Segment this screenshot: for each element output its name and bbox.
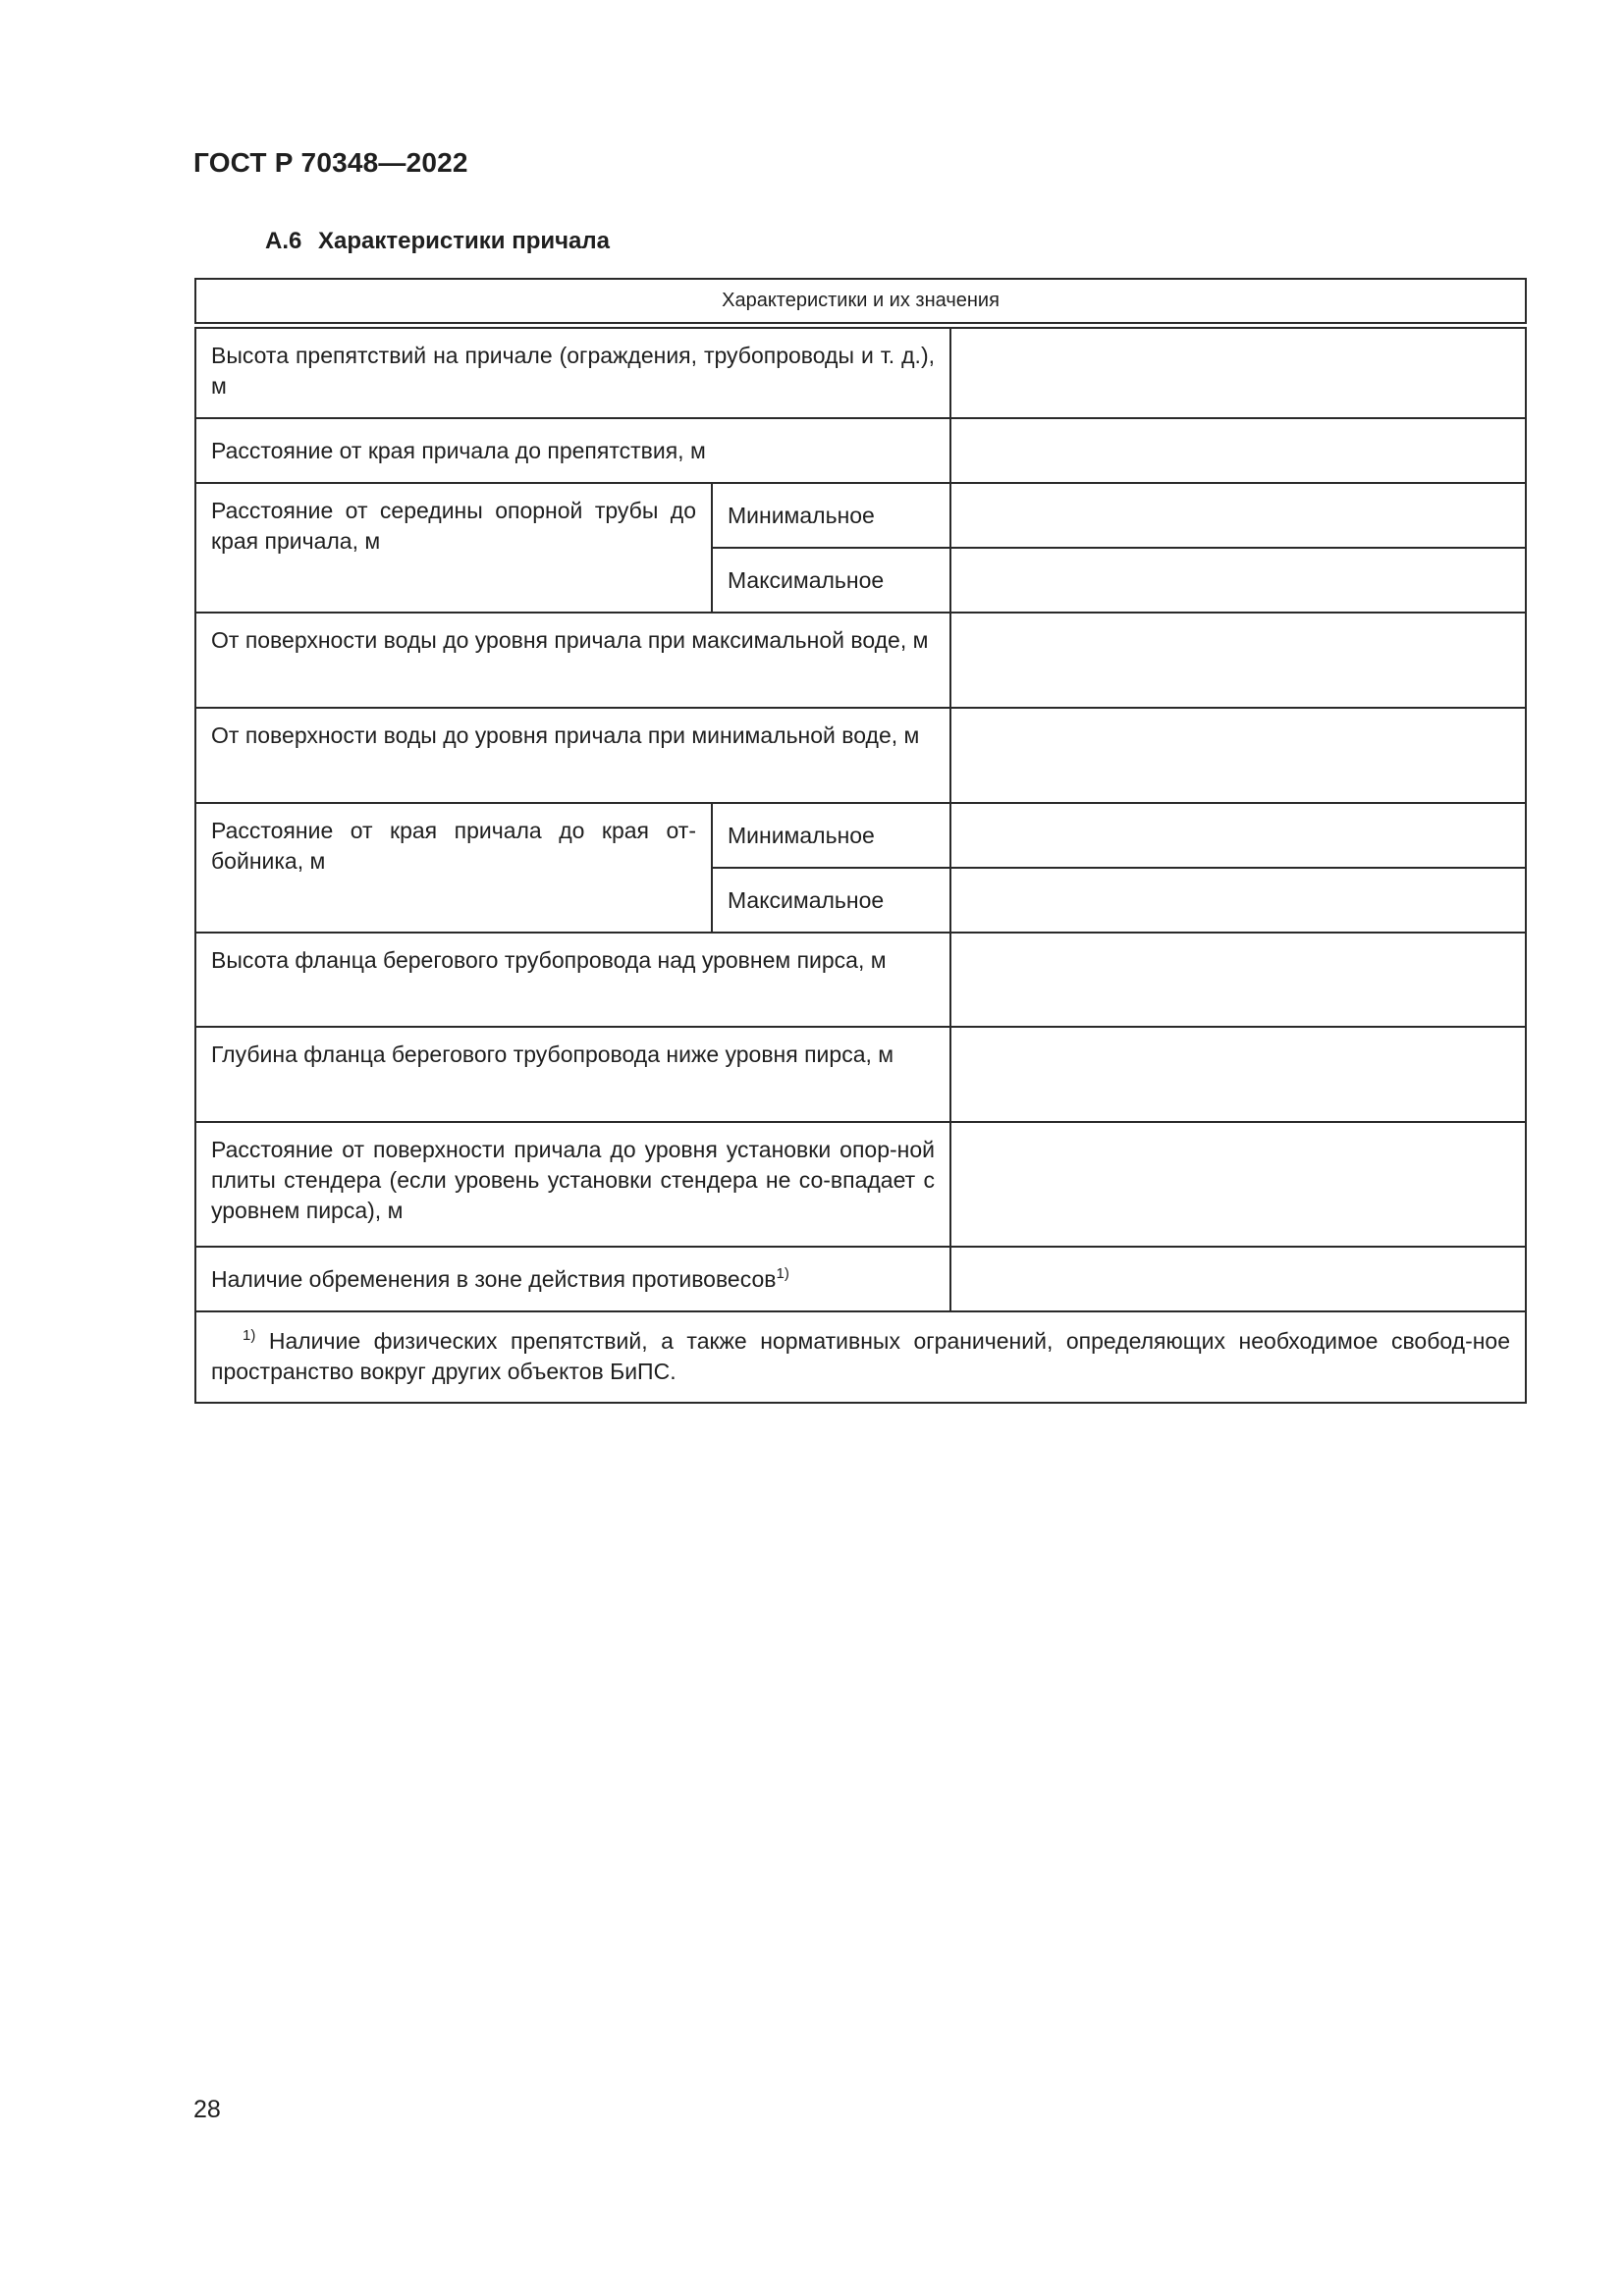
value-cell-water-to-berth-min — [950, 708, 1526, 803]
document-header: ГОСТ Р 70348—2022 — [193, 147, 468, 178]
value-cell-counterweight-encumbrance — [950, 1247, 1526, 1311]
page-number: 28 — [193, 2096, 221, 2123]
sublabel-pipe-to-edge-max: Максимальное — [712, 548, 950, 613]
row-label-obstacle-height: Высота препятствий на причале (ограждения, трубопроводы и т. д.), м — [195, 325, 950, 418]
footnote-reference: 1) — [776, 1264, 789, 1282]
value-cell-edge-to-fender-max — [950, 868, 1526, 933]
row-label-flange-depth: Глубина фланца берегового трубопровода ниже уровня пирса, м — [195, 1027, 950, 1122]
berth-characteristics-table — [194, 278, 1527, 1404]
row-label-water-to-berth-max: От поверхности воды до уровня причала при максимальной воде, м — [195, 613, 950, 708]
table-caption: Характеристики и их значения — [195, 279, 1526, 325]
row-label-counterweight-encumbrance — [195, 1247, 950, 1311]
sublabel-edge-to-fender-min: Минимальное — [712, 803, 950, 868]
row-label-edge-to-fender: Расстояние от края причала до края от-бойника, м — [195, 803, 712, 933]
value-cell-edge-to-fender-min — [950, 803, 1526, 868]
section-title: Характеристики причала — [318, 228, 610, 254]
value-cell-water-to-berth-max — [950, 613, 1526, 708]
row-label-edge-to-obstacle: Расстояние от края причала до препятствия, м — [195, 418, 950, 483]
value-cell-pipe-to-edge-min — [950, 483, 1526, 548]
value-cell-flange-depth — [950, 1027, 1526, 1122]
row-label-water-to-berth-min: От поверхности воды до уровня причала при минимальной воде, м — [195, 708, 950, 803]
value-cell-edge-to-obstacle — [950, 418, 1526, 483]
section-heading — [265, 228, 610, 255]
value-cell-flange-height — [950, 933, 1526, 1027]
row-label-flange-height: Высота фланца берегового трубопровода над уровнем пирса, м — [195, 933, 950, 1027]
sublabel-pipe-to-edge-min: Минимальное — [712, 483, 950, 548]
footnote-text: Наличие физических препятствий, а также нормативных ограничений, определяющих необходимое свобод-ное пространство вокруг других объектов БиПС. — [211, 1328, 1511, 1384]
footnote-marker: 1) — [243, 1327, 256, 1344]
section-number: А.6 — [265, 228, 302, 254]
value-cell-pipe-to-edge-max — [950, 548, 1526, 613]
value-cell-base-plate-distance — [950, 1122, 1526, 1247]
row-label-pipe-to-edge: Расстояние от середины опорной трубы до края причала, м — [195, 483, 712, 613]
sublabel-edge-to-fender-max: Максимальное — [712, 868, 950, 933]
table-footnote — [195, 1311, 1526, 1403]
row-label-base-plate-distance: Расстояние от поверхности причала до уровня установки опор-ной плиты стендера (если уровень установки стендера не со-впадает с уровнем пирса), м — [195, 1122, 950, 1247]
counterweight-encumbrance-text: Наличие обременения в зоне действия противовесов — [211, 1265, 777, 1292]
value-cell-obstacle-height — [950, 325, 1526, 418]
